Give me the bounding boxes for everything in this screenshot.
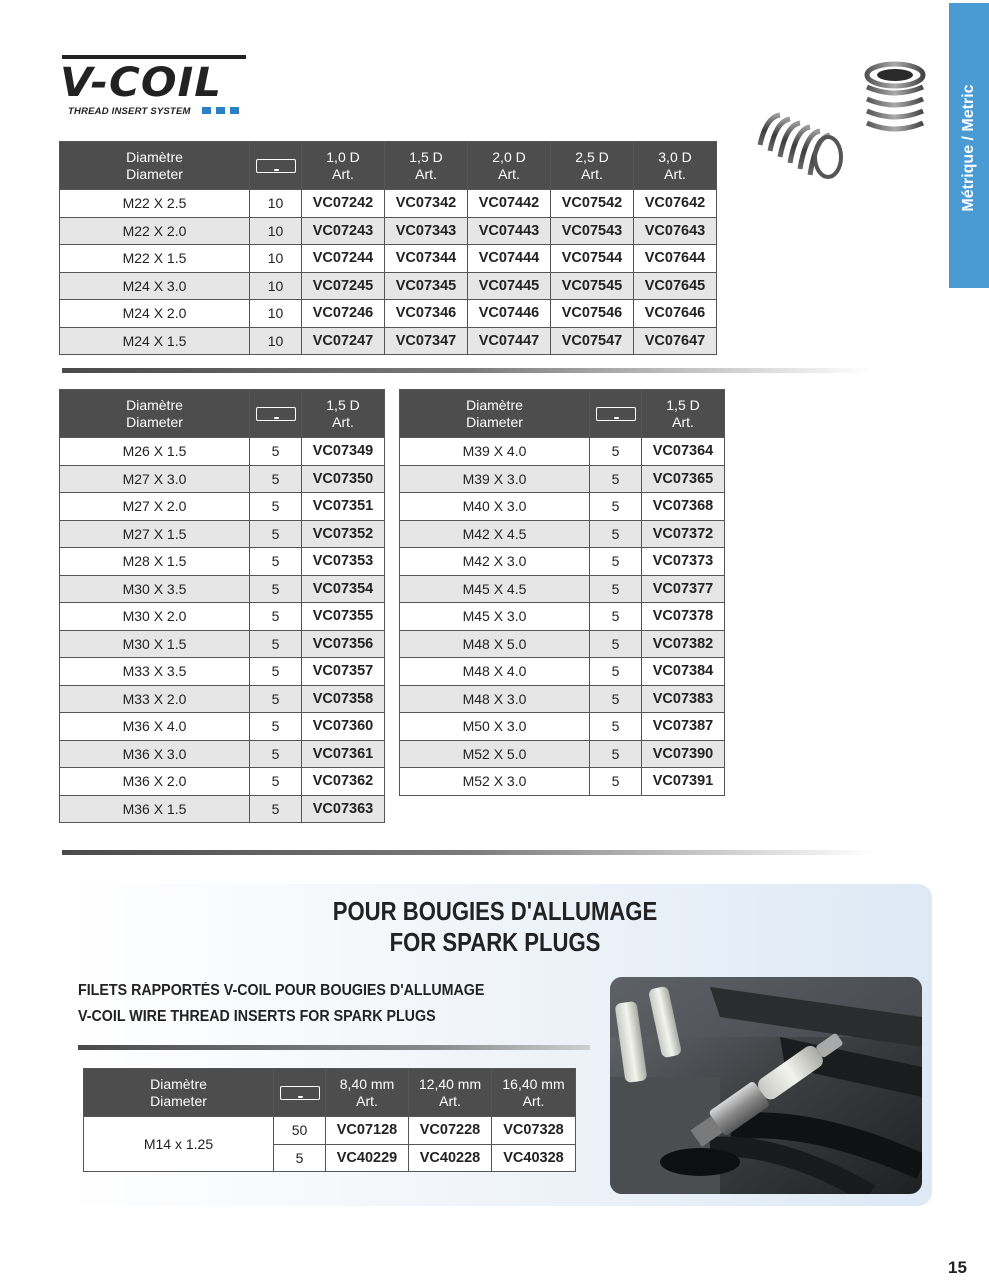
header-col-2: 1,5 D Art. — [385, 142, 468, 190]
coil-insert-image-front — [858, 57, 933, 142]
header-col-2: 12,40 mm Art. — [409, 1069, 492, 1117]
table-row: M33 X 2.0 5 VC07358 — [60, 685, 385, 713]
header-pack-icon — [590, 390, 642, 438]
insert-pack-icon — [256, 159, 296, 173]
table-row: M24 X 2.0 10 VC07246 VC07346 VC07446 VC07546 VC07646 — [60, 300, 717, 328]
spark-subtitle-fr: FILETS RAPPORTÉS V-COIL POUR BOUGIES D'ALLUMAGE — [78, 982, 485, 999]
header-pack-icon — [250, 142, 302, 190]
insert-pack-icon — [596, 407, 636, 421]
table-row: M39 X 3.0 5 VC07365 — [400, 465, 725, 493]
table-row: M30 X 3.5 5 VC07354 — [60, 575, 385, 603]
table-row: M30 X 2.0 5 VC07355 — [60, 603, 385, 631]
logo-brand: V-COIL — [60, 60, 223, 106]
spark-subtitle — [78, 978, 484, 1030]
spark-diameter: M14 x 1.25 — [84, 1117, 274, 1172]
table-spark — [83, 1068, 576, 1172]
table-row: M24 X 1.5 10 VC07247 VC07347 VC07447 VC07547 VC07647 — [60, 327, 717, 355]
header-col-1: 1,0 D Art. — [302, 142, 385, 190]
header-pack-icon — [274, 1069, 326, 1117]
section-divider — [62, 368, 872, 373]
insert-pack-icon — [256, 407, 296, 421]
header-diameter: Diamètre Diameter — [400, 390, 590, 438]
table-main-header — [60, 142, 717, 190]
header-col-1: 8,40 mm Art. — [326, 1069, 409, 1117]
spark-title-fr: POUR BOUGIES D'ALLUMAGE — [332, 896, 658, 926]
page-number: 15 — [948, 1258, 967, 1277]
table-row: M24 X 3.0 10 VC07245 VC07345 VC07445 VC07545 VC07645 — [60, 272, 717, 300]
spark-subtitle-en: V-COIL WIRE THREAD INSERTS FOR SPARK PLUGS — [78, 1008, 436, 1025]
header-col-1: 1,5 D Art. — [642, 390, 725, 438]
table-right — [399, 389, 725, 796]
table-row: M26 X 1.5 5 VC07349 — [60, 438, 385, 466]
table-row: M27 X 3.0 5 VC07350 — [60, 465, 385, 493]
table-row: M39 X 4.0 5 VC07364 — [400, 438, 725, 466]
table-row: M52 X 5.0 5 VC07390 — [400, 740, 725, 768]
table-row: M27 X 2.0 5 VC07351 — [60, 493, 385, 521]
spark-section-title — [244, 896, 746, 958]
table-row: M48 X 4.0 5 VC07384 — [400, 658, 725, 686]
header-diameter: Diamètre Diameter — [60, 142, 250, 190]
table-row: M45 X 3.0 5 VC07378 — [400, 603, 725, 631]
header-col-1: 1,5 D Art. — [302, 390, 385, 438]
spark-title-en: FOR SPARK PLUGS — [389, 927, 601, 957]
table-row: M42 X 4.5 5 VC07372 — [400, 520, 725, 548]
table-row: M36 X 4.0 5 VC07360 — [60, 713, 385, 741]
table-main — [59, 141, 717, 355]
side-tab-label: Métrique / Metric — [960, 84, 977, 212]
spark-plug-photo — [610, 977, 922, 1194]
v-coil-logo — [60, 55, 250, 120]
table-row: M30 X 1.5 5 VC07356 — [60, 630, 385, 658]
table-row: M36 X 1.5 5 VC07363 — [60, 795, 385, 823]
table-row: M33 X 3.5 5 VC07357 — [60, 658, 385, 686]
table-right-header — [400, 390, 725, 438]
logo-tagline: THREAD INSERT SYSTEM — [68, 106, 191, 117]
logo-bar — [62, 55, 246, 59]
table-spark-header — [84, 1069, 576, 1117]
header-diameter: Diamètre Diameter — [84, 1069, 274, 1117]
section-divider — [62, 850, 872, 855]
header-col-3: 16,40 mm Art. — [492, 1069, 576, 1117]
table-row: M28 X 1.5 5 VC07353 — [60, 548, 385, 576]
table-row: M42 X 3.0 5 VC07373 — [400, 548, 725, 576]
table-row: M14 x 1.25 50 VC07128 VC07228 VC07328 — [84, 1117, 576, 1145]
table-row: M52 X 3.0 5 VC07391 — [400, 768, 725, 796]
table-row: 5 VC40229 VC40228 VC40328 — [84, 1144, 576, 1172]
table-row: M48 X 3.0 5 VC07383 — [400, 685, 725, 713]
table-row: M22 X 2.5 10 VC07242 VC07342 VC07442 VC07542 VC07642 — [60, 190, 717, 218]
coil-insert-image-side — [752, 105, 847, 185]
header-diameter: Diamètre Diameter — [60, 390, 250, 438]
table-row: M22 X 2.0 10 VC07243 VC07343 VC07443 VC07543 VC07643 — [60, 217, 717, 245]
table-row: M27 X 1.5 5 VC07352 — [60, 520, 385, 548]
insert-pack-icon — [280, 1086, 320, 1100]
header-col-3: 2,0 D Art. — [468, 142, 551, 190]
table-left-header — [60, 390, 385, 438]
header-col-4: 2,5 D Art. — [551, 142, 634, 190]
spark-divider — [78, 1045, 590, 1050]
table-row: M22 X 1.5 10 VC07244 VC07344 VC07444 VC07544 VC07644 — [60, 245, 717, 273]
table-row: M50 X 3.0 5 VC07387 — [400, 713, 725, 741]
logo-squares — [202, 107, 239, 114]
table-row: M36 X 2.0 5 VC07362 — [60, 768, 385, 796]
header-pack-icon — [250, 390, 302, 438]
table-row: M40 X 3.0 5 VC07368 — [400, 493, 725, 521]
table-left — [59, 389, 385, 823]
header-col-5: 3,0 D Art. — [634, 142, 717, 190]
table-row: M48 X 5.0 5 VC07382 — [400, 630, 725, 658]
side-tab-metric — [949, 3, 989, 288]
table-row: M45 X 4.5 5 VC07377 — [400, 575, 725, 603]
table-row: M36 X 3.0 5 VC07361 — [60, 740, 385, 768]
